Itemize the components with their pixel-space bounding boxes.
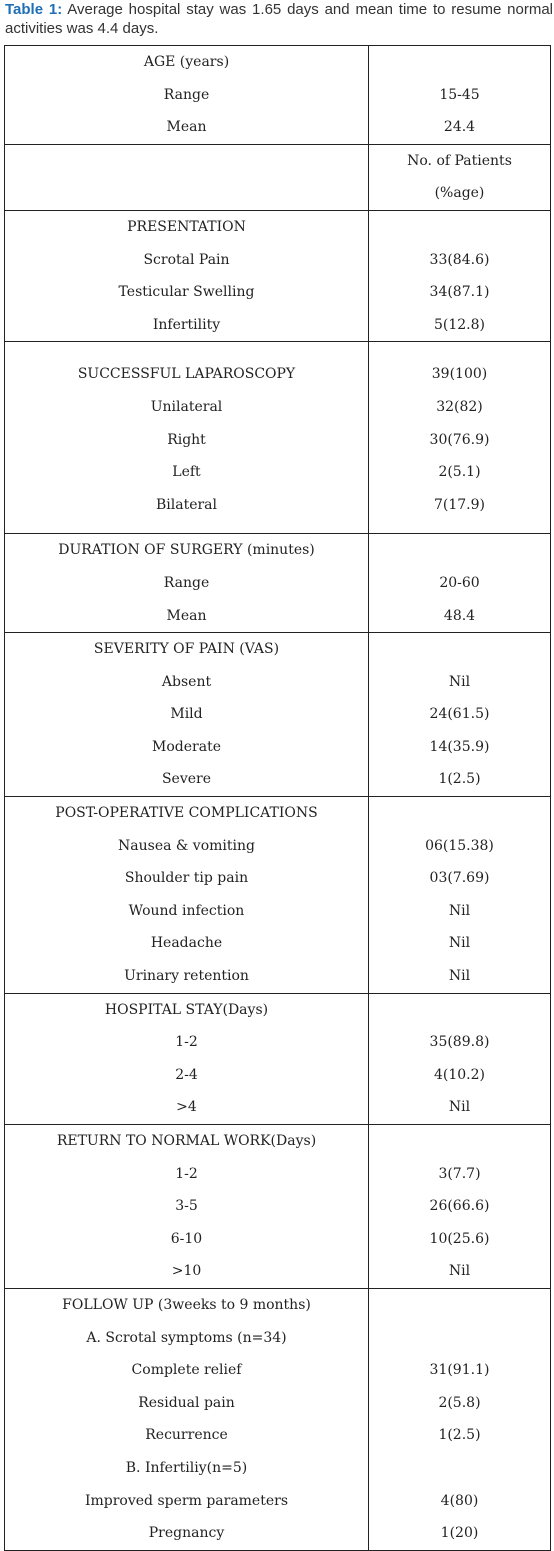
row-label: Severe — [161, 771, 212, 788]
row-label: Mean — [166, 119, 207, 136]
row-label: FOLLOW UP (3weeks to 9 months) — [62, 1296, 311, 1313]
row-value: 20-60 — [439, 574, 480, 591]
section-value-cell — [369, 797, 551, 994]
row-label: Nausea & vomiting — [118, 837, 255, 854]
row-value: 26(66.6) — [429, 1198, 490, 1215]
row-label: Shoulder tip pain — [124, 870, 249, 887]
table-caption — [5, 0, 553, 38]
row-label: >10 — [171, 1263, 202, 1280]
results-table — [4, 45, 551, 1551]
section-label-cell — [5, 46, 369, 145]
row-value — [369, 1289, 550, 1322]
table-section — [5, 633, 551, 797]
row-value: 1(20) — [440, 1525, 479, 1542]
section-label-cell — [5, 797, 369, 994]
section-value-cell — [369, 144, 551, 210]
row-label: 1-2 — [175, 1034, 198, 1051]
row-value: 4(80) — [440, 1492, 479, 1509]
row-label: 1-2 — [175, 1165, 198, 1182]
row-value — [369, 46, 550, 79]
row-value: 1(2.5) — [438, 771, 481, 788]
row-value: 35(89.8) — [429, 1034, 490, 1051]
row-value — [369, 633, 550, 666]
row-label — [5, 145, 368, 178]
row-label: Complete relief — [131, 1362, 242, 1379]
row-label: Absent — [161, 673, 212, 690]
row-value: 31(91.1) — [429, 1362, 490, 1379]
row-value: 03(7.69) — [429, 870, 490, 887]
row-label: Left — [172, 464, 201, 481]
row-label: HOSPITAL STAY(Days) — [104, 1001, 269, 1018]
row-label: Mild — [170, 706, 203, 723]
cell-spacer — [5, 521, 368, 533]
row-label: AGE (years) — [143, 54, 230, 70]
row-value: Nil — [448, 968, 471, 985]
row-label: Pregnancy — [148, 1525, 225, 1542]
row-label: 2-4 — [175, 1066, 198, 1083]
row-label: SEVERITY OF PAIN (VAS) — [93, 641, 280, 658]
section-value-cell — [369, 993, 551, 1124]
row-label: RETURN TO NORMAL WORK(Days) — [56, 1133, 317, 1149]
row-value: 4(10.2) — [433, 1066, 485, 1083]
cell-spacer — [369, 521, 550, 533]
row-label: Range — [163, 574, 210, 591]
section-value-cell — [369, 342, 551, 534]
row-value: 3(7.7) — [438, 1165, 481, 1182]
section-label-cell — [5, 210, 369, 341]
row-label: POST-OPERATIVE COMPLICATIONS — [55, 805, 318, 822]
row-value: 39(100) — [431, 366, 488, 383]
row-value: Nil — [448, 673, 471, 690]
table-section — [5, 1125, 551, 1289]
section-value-cell — [369, 534, 551, 633]
row-value: Nil — [448, 1263, 471, 1280]
row-value: 1(2.5) — [438, 1427, 481, 1444]
row-value: 15-45 — [439, 86, 480, 103]
row-value: Nil — [448, 902, 471, 919]
row-label: 6-10 — [170, 1230, 203, 1247]
table-section — [5, 46, 551, 145]
section-value-cell — [369, 210, 551, 341]
row-value — [369, 1125, 550, 1158]
row-label: Range — [163, 86, 210, 103]
row-value — [369, 1452, 550, 1485]
row-label: Right — [167, 431, 206, 448]
cell-spacer — [369, 342, 550, 358]
row-value — [369, 534, 550, 567]
row-value: Nil — [448, 1099, 471, 1116]
section-value-cell — [369, 46, 551, 145]
row-label: Headache — [150, 935, 223, 952]
table-section — [5, 1288, 551, 1550]
row-label: A. Scrotal symptoms (n=34) — [86, 1329, 287, 1346]
section-value-cell — [369, 633, 551, 797]
row-value: No. of Patients — [407, 152, 512, 169]
row-value: (%age) — [434, 185, 485, 202]
row-label: Urinary retention — [124, 968, 249, 985]
row-value: 34(87.1) — [429, 284, 490, 301]
row-label: Testicular Swelling — [118, 284, 255, 301]
row-value: 32(82) — [436, 398, 483, 415]
caption-text: Average hospital stay was 1.65 days and mean time to resume normal activities was 4.4 days. — [5, 1, 554, 37]
row-value: 2(5.1) — [438, 464, 481, 481]
table-section — [5, 534, 551, 633]
row-value: 30(76.9) — [429, 431, 490, 448]
table-section — [5, 144, 551, 210]
results-table-body — [5, 46, 551, 1551]
row-label: 3-5 — [175, 1198, 198, 1215]
row-label: Unilateral — [150, 398, 223, 415]
row-value: 24.4 — [443, 119, 476, 136]
table-section — [5, 342, 551, 534]
section-label-cell — [5, 1125, 369, 1289]
row-value — [369, 211, 550, 244]
caption-label: Table 1: — [5, 1, 63, 18]
row-value: 33(84.6) — [429, 251, 490, 268]
row-label: Residual pain — [138, 1394, 235, 1411]
row-label: Bilateral — [155, 496, 218, 513]
table-section — [5, 993, 551, 1124]
row-value — [369, 797, 550, 830]
row-value: Nil — [448, 935, 471, 952]
row-value — [369, 1322, 550, 1355]
row-value: 2(5.8) — [438, 1394, 481, 1411]
row-label: Scrotal Pain — [143, 251, 230, 268]
row-label: Mean — [166, 607, 207, 624]
section-label-cell — [5, 534, 369, 633]
section-label-cell — [5, 993, 369, 1124]
row-label: Recurrence — [145, 1427, 228, 1444]
row-value — [369, 994, 550, 1027]
row-value: 5(12.8) — [433, 316, 485, 333]
row-label: PRESENTATION — [127, 218, 246, 235]
row-value: 10(25.6) — [429, 1230, 490, 1247]
table-section — [5, 797, 551, 994]
row-value: 7(17.9) — [433, 496, 485, 513]
row-label: B. Infertiliy(n=5) — [125, 1459, 248, 1476]
section-label-cell — [5, 633, 369, 797]
row-value: 48.4 — [443, 607, 476, 624]
row-value: 06(15.38) — [425, 837, 494, 854]
section-value-cell — [369, 1288, 551, 1550]
row-label: Improved sperm parameters — [84, 1492, 289, 1509]
row-label: Infertility — [152, 316, 221, 333]
row-label: >4 — [176, 1099, 197, 1116]
section-value-cell — [369, 1125, 551, 1289]
section-label-cell — [5, 1288, 369, 1550]
section-label-cell — [5, 342, 369, 534]
row-value: 14(35.9) — [429, 738, 490, 755]
table-section — [5, 210, 551, 341]
row-value: 24(61.5) — [429, 706, 490, 723]
row-label — [5, 177, 368, 210]
cell-spacer — [5, 342, 368, 358]
row-label: Moderate — [152, 738, 221, 755]
row-label: DURATION OF SURGERY (minutes) — [58, 542, 315, 559]
row-label: SUCCESSFUL LAPAROSCOPY — [77, 366, 296, 383]
row-label: Wound infection — [128, 902, 245, 919]
section-label-cell — [5, 144, 369, 210]
